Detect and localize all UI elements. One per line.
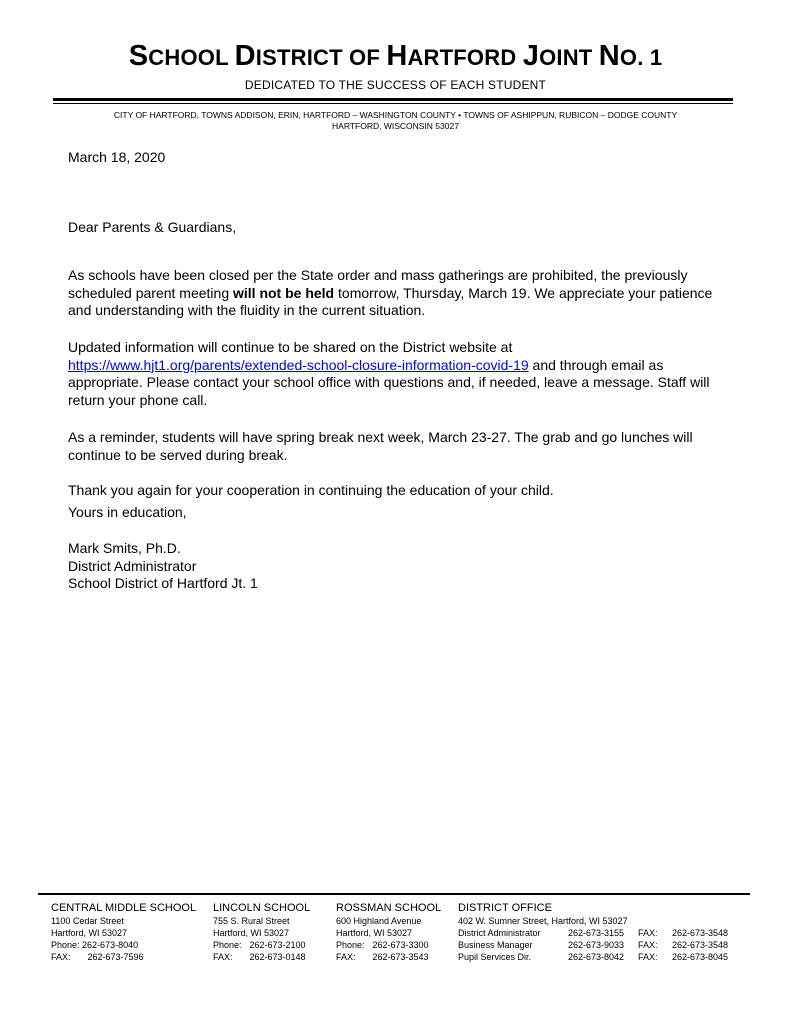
school-street: 1100 Cedar Street <box>51 916 124 926</box>
phone-label: Phone: <box>336 940 365 950</box>
school-name: LINCOLN SCHOOL <box>213 902 311 914</box>
heading-part: D <box>234 40 256 72</box>
paragraph-thanks: Thank you again for your cooperation in continuing the education of your child. <box>68 482 554 498</box>
school-phone <box>336 939 441 951</box>
footer-rossman-school <box>336 902 441 963</box>
footer-divider <box>38 893 750 895</box>
paragraph-updates <box>68 339 738 409</box>
school-name: CENTRAL MIDDLE SCHOOL <box>51 902 197 914</box>
footer-lincoln-school <box>213 902 310 963</box>
salutation: Dear Parents & Guardians, <box>68 219 237 235</box>
city-state-line: HARTFORD, WISCONSIN 53027 <box>332 121 459 131</box>
fax-label: FAX: <box>638 928 658 938</box>
heading-part: H <box>386 40 408 72</box>
letterhead-divider-thick <box>53 98 733 101</box>
closing: Yours in education, <box>68 504 187 520</box>
table-row <box>458 951 738 963</box>
signature-block <box>68 540 738 593</box>
heading-part: CHOOL <box>148 45 235 70</box>
fax-label: FAX: <box>638 952 658 962</box>
school-street: 755 S. Rural Street <box>213 916 290 926</box>
heading-part: N <box>598 40 620 72</box>
paragraph-text: As schools have been closed per the State order and mass gatherings are prohibited, the previously scheduled parent meeting <box>68 267 688 301</box>
district-name-heading <box>0 40 791 73</box>
table-row <box>458 939 738 951</box>
fax-label: FAX: <box>638 940 658 950</box>
heading-part: O. 1 <box>619 45 663 70</box>
letterhead-divider-thin <box>53 103 733 104</box>
district-website-link[interactable]: https://www.hjt1.org/parents/extended-school-closure-information-covid-19 <box>68 356 529 373</box>
school-phone <box>213 939 310 951</box>
phone-number: 262-673-2100 <box>249 940 306 950</box>
footer-district-office <box>458 902 738 963</box>
school-fax <box>336 951 441 963</box>
contact-role: Business Manager <box>458 940 533 950</box>
heading-part: ISTRICT OF <box>255 45 387 70</box>
contact-role: Pupil Services Dir. <box>458 952 532 962</box>
paragraph-meeting-cancelled <box>68 267 738 320</box>
footer-central-middle-school <box>51 902 196 963</box>
school-phone <box>51 939 196 951</box>
school-city: Hartford, WI 53027 <box>213 928 290 938</box>
contact-phone: 262-673-3155 <box>568 928 625 938</box>
municipalities-block <box>0 110 791 132</box>
contact-phone: 262-673-8042 <box>568 952 625 962</box>
phone-number: 262-673-8040 <box>82 940 139 950</box>
school-city: Hartford, WI 53027 <box>336 928 413 938</box>
fax-number: 262-673-3543 <box>372 952 429 962</box>
fax-label: FAX: <box>213 952 233 962</box>
school-street: 600 Highland Avenue <box>336 916 422 926</box>
paragraph-text: and through email as appropriate. Please contact your school office with questions and, if needed, leave a message. Staff will return your phone call. <box>68 356 710 408</box>
paragraph-text: tomorrow, Thursday, March 19. We appreciate your patience and understanding with the fluidity in the current situation. <box>68 284 713 318</box>
contact-phone: 262-673-9033 <box>568 940 625 950</box>
contact-fax: 262-673-3548 <box>672 940 729 950</box>
municipalities-line: CITY OF HARTFORD, TOWNS ADDISON, ERIN, HARTFORD – WASHINGTON COUNTY • TOWNS OF ASHIPPUN, RUBICON – DODGE COUNTY <box>113 110 678 120</box>
table-row <box>458 927 738 939</box>
heading-part: S <box>128 40 149 72</box>
contact-fax: 262-673-8045 <box>672 952 729 962</box>
heading-part: J <box>522 40 540 72</box>
fax-number: 262-673-0148 <box>249 952 306 962</box>
school-city: Hartford, WI 53027 <box>51 928 128 938</box>
emphasis-text: will not be held <box>233 284 335 301</box>
heading-part: ARTFORD <box>407 45 523 70</box>
office-contacts-table <box>458 927 738 963</box>
phone-label: Phone: <box>51 940 80 950</box>
fax-label: FAX: <box>336 952 356 962</box>
signer-name: Mark Smits, Ph.D. <box>68 540 181 556</box>
school-fax <box>213 951 310 963</box>
tagline: DEDICATED TO THE SUCCESS OF EACH STUDENT <box>244 78 547 92</box>
school-name: ROSSMAN SCHOOL <box>336 902 442 914</box>
contact-role: District Administrator <box>458 928 541 938</box>
phone-label: Phone: <box>213 940 242 950</box>
office-address: 402 W. Sumner Street, Hartford, WI 53027 <box>458 916 628 926</box>
signer-organization: School District of Hartford Jt. 1 <box>68 575 258 591</box>
letter-date: March 18, 2020 <box>68 149 166 165</box>
contact-fax: 262-673-3548 <box>672 928 729 938</box>
school-fax <box>51 951 196 963</box>
fax-label: FAX: <box>51 952 71 962</box>
fax-number: 262-673-7596 <box>87 952 144 962</box>
signer-title: District Administrator <box>68 557 197 574</box>
heading-part: OINT <box>539 45 599 70</box>
paragraph-text: Updated information will continue to be shared on the District website at <box>68 339 513 355</box>
paragraph-spring-break: As a reminder, students will have spring break next week, March 23-27. The grab and go lunches will continue to be served during break. <box>68 429 693 463</box>
phone-number: 262-673-3300 <box>372 940 429 950</box>
office-name: DISTRICT OFFICE <box>458 902 552 914</box>
